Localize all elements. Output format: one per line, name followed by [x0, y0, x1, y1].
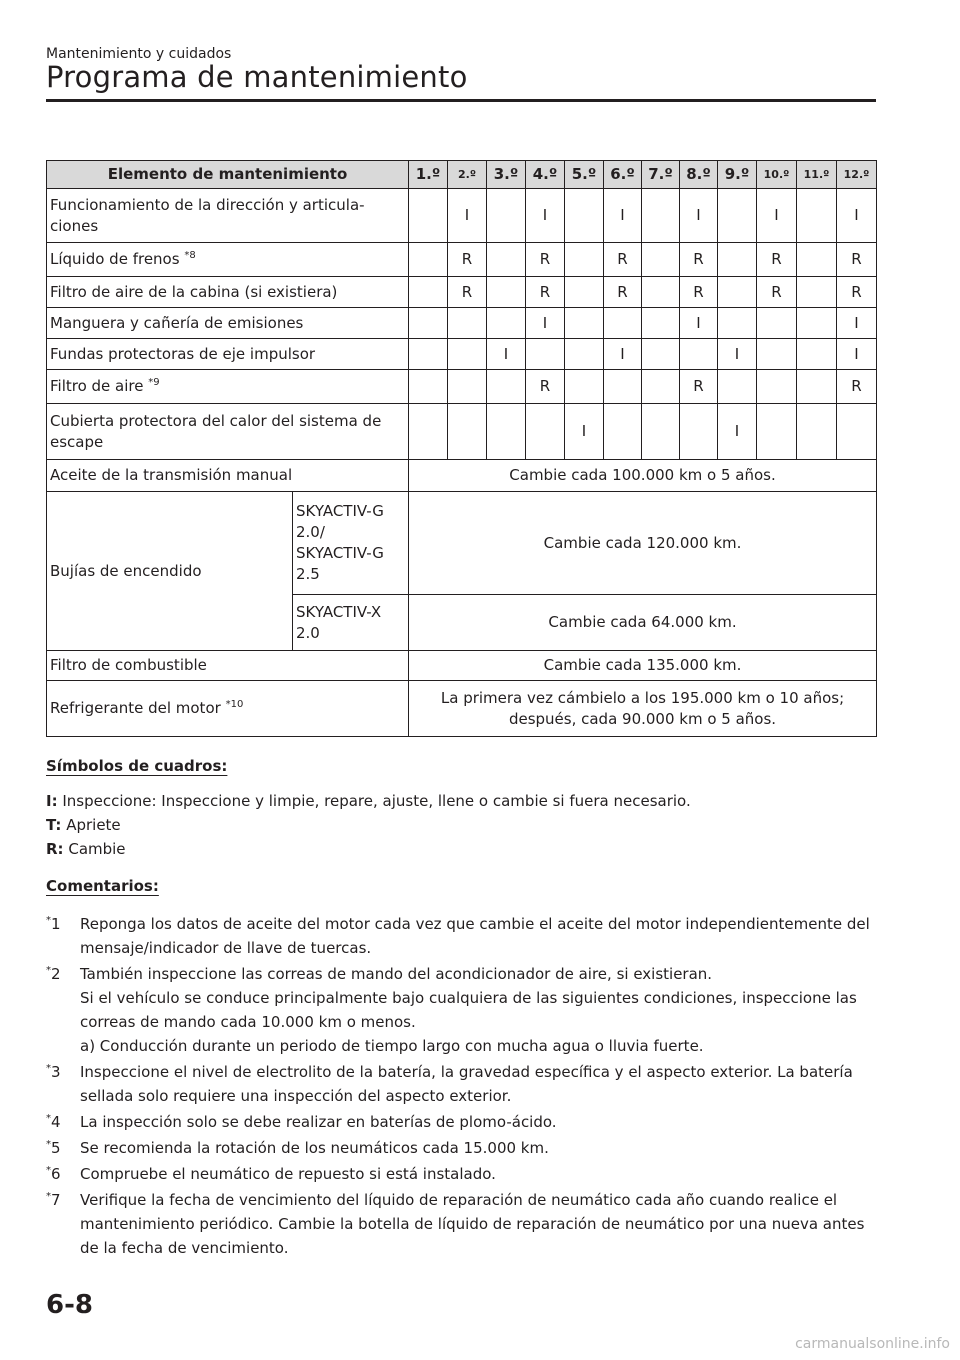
- note-number: [46, 1162, 61, 1186]
- schedule-mark: [797, 339, 837, 370]
- schedule-mark: [718, 370, 757, 404]
- table-row: [47, 277, 877, 308]
- footnote-ref: *8: [184, 250, 196, 261]
- schedule-mark: [757, 308, 797, 339]
- row-item: [47, 681, 409, 737]
- row-interval-text: [409, 681, 877, 737]
- schedule-mark: [718, 189, 757, 243]
- schedule-mark: [448, 339, 487, 370]
- schedule-mark: R: [448, 243, 487, 277]
- row-item-text: Líquido de frenos: [50, 250, 180, 268]
- comments-list: [46, 912, 876, 1262]
- row-item: [47, 243, 409, 277]
- note-number: [46, 962, 61, 986]
- symbols-title: Símbolos de cuadros:: [46, 757, 228, 775]
- note-text: Reponga los datos de aceite del motor cada vez que cambie el aceite del motor independientemente del mensaje/indicador de llave de tuercas.: [80, 915, 870, 957]
- row-item: Filtro de combustible: [47, 651, 409, 681]
- schedule-mark: R: [680, 243, 718, 277]
- page-title: Programa de mantenimiento: [46, 60, 468, 94]
- schedule-mark: R: [680, 370, 718, 404]
- comment-note: [46, 1136, 876, 1160]
- row-item: [47, 404, 409, 460]
- schedule-mark: [797, 189, 837, 243]
- row-item: Aceite de la transmisión manual: [47, 460, 409, 492]
- note-number: [46, 1110, 61, 1134]
- schedule-mark: I: [526, 189, 565, 243]
- note-asterisk: *: [46, 1113, 51, 1124]
- schedule-mark: I: [757, 189, 797, 243]
- schedule-mark: [797, 243, 837, 277]
- schedule-mark: [797, 404, 837, 460]
- schedule-mark: R: [604, 243, 642, 277]
- header-interval: 9.º: [718, 161, 757, 189]
- comment-note: [46, 962, 876, 1058]
- row-item: [47, 189, 409, 243]
- schedule-mark: R: [837, 370, 877, 404]
- schedule-mark: R: [526, 277, 565, 308]
- schedule-mark: R: [757, 243, 797, 277]
- schedule-mark: R: [837, 277, 877, 308]
- note-number-value: 3: [51, 1063, 61, 1081]
- note-text: Verifique la fecha de vencimiento del líquido de reparación de neumático cada año cuando realice el mantenimiento periódico. Cambie la botella de líquido de reparación de neumático por una nueva antes de la fecha de vencimiento.: [80, 1191, 865, 1257]
- legend-key: I:: [46, 792, 58, 810]
- note-number-value: 2: [51, 965, 61, 983]
- note-text: Se recomienda la rotación de los neumáticos cada 15.000 km.: [80, 1139, 549, 1157]
- note-number: [46, 1060, 61, 1084]
- table-row: [47, 243, 877, 277]
- note-number-value: 5: [51, 1139, 61, 1157]
- schedule-mark: [487, 243, 526, 277]
- table-row: [47, 492, 877, 595]
- note-text: La inspección solo se debe realizar en baterías de plomo-ácido.: [80, 1113, 557, 1131]
- schedule-mark: R: [604, 277, 642, 308]
- note-number-value: 1: [51, 915, 61, 933]
- row-item-text: Manguera y cañería de emisiones: [50, 313, 304, 332]
- schedule-mark: [409, 189, 448, 243]
- schedule-mark: [604, 370, 642, 404]
- legend-item: [46, 816, 121, 834]
- schedule-mark: R: [837, 243, 877, 277]
- schedule-mark: R: [757, 277, 797, 308]
- schedule-mark: [487, 189, 526, 243]
- schedule-mark: [565, 277, 604, 308]
- schedule-mark: [718, 308, 757, 339]
- comments-title: Comentarios:: [46, 877, 159, 895]
- schedule-mark: [565, 370, 604, 404]
- schedule-mark: [642, 370, 680, 404]
- note-asterisk: *: [46, 1165, 51, 1176]
- schedule-mark: [526, 339, 565, 370]
- section-label: Mantenimiento y cuidados: [46, 46, 232, 62]
- row-item-text: Filtro de aire: [50, 377, 144, 395]
- row-subitem: SKYACTIV-G 2.0/ SKYACTIV-G 2.5: [293, 492, 409, 595]
- note-text: Compruebe el neumático de repuesto si está instalado.: [80, 1165, 496, 1183]
- schedule-mark: R: [526, 243, 565, 277]
- table-row: [47, 404, 877, 460]
- schedule-mark: [604, 404, 642, 460]
- header-interval: 8.º: [680, 161, 718, 189]
- schedule-mark: [565, 189, 604, 243]
- note-number: [46, 1188, 61, 1212]
- comment-note: [46, 1110, 876, 1134]
- schedule-mark: [718, 243, 757, 277]
- legend-key: R:: [46, 840, 64, 858]
- schedule-mark: [409, 308, 448, 339]
- table-row: [47, 339, 877, 370]
- maintenance-table: [46, 160, 877, 737]
- schedule-mark: [604, 308, 642, 339]
- schedule-mark: [680, 339, 718, 370]
- note-number: [46, 912, 61, 936]
- table-row: [47, 460, 877, 492]
- comment-note: [46, 1060, 876, 1108]
- legend-text: Apriete: [66, 816, 121, 834]
- table-row: [47, 308, 877, 339]
- table-row: [47, 370, 877, 404]
- schedule-mark: R: [448, 277, 487, 308]
- schedule-mark: [565, 308, 604, 339]
- schedule-mark: [565, 243, 604, 277]
- note-asterisk: *: [46, 915, 51, 926]
- schedule-mark: I: [837, 308, 877, 339]
- schedule-mark: [757, 370, 797, 404]
- schedule-mark: [642, 277, 680, 308]
- schedule-mark: [680, 404, 718, 460]
- schedule-mark: I: [487, 339, 526, 370]
- note-text: Inspeccione el nivel de electrolito de la batería, la gravedad específica y el aspecto exterior. La batería sellada solo requiere una inspección del aspecto exterior.: [80, 1063, 853, 1105]
- schedule-mark: I: [837, 339, 877, 370]
- schedule-mark: [642, 189, 680, 243]
- row-item: [47, 339, 409, 370]
- note-text: También inspeccione las correas de mando del acondicionador de aire, si existieran.: [80, 965, 713, 983]
- header-interval: 3.º: [487, 161, 526, 189]
- schedule-mark: [409, 339, 448, 370]
- note-asterisk: *: [46, 1191, 51, 1202]
- schedule-mark: [448, 370, 487, 404]
- row-item: [47, 370, 409, 404]
- row-interval-text: Cambie cada 135.000 km.: [409, 651, 877, 681]
- note-number-value: 6: [51, 1165, 61, 1183]
- coolant-text-2: después, cada 90.000 km o 5 años.: [508, 709, 777, 728]
- footnote-ref: *10: [225, 699, 244, 710]
- page-number: 6-8: [46, 1290, 93, 1320]
- row-item-text: Funcionamiento de la dirección y articula-ciones: [50, 195, 365, 235]
- comment-note: [46, 1162, 876, 1186]
- schedule-mark: I: [604, 189, 642, 243]
- schedule-mark: [642, 339, 680, 370]
- schedule-mark: [797, 277, 837, 308]
- schedule-mark: I: [718, 404, 757, 460]
- coolant-text-1: La primera vez cámbielo a los 195.000 km o 10 años;: [440, 688, 845, 707]
- row-item-text: Refrigerante del motor: [50, 699, 221, 717]
- row-item: [47, 308, 409, 339]
- row-item: [47, 277, 409, 308]
- row-item-text: Filtro de aire de la cabina (si existiera): [50, 282, 338, 301]
- header-interval: 12.º: [837, 161, 877, 189]
- header-interval: 7.º: [642, 161, 680, 189]
- schedule-mark: R: [526, 370, 565, 404]
- row-subitem: SKYACTIV-X 2.0: [293, 595, 409, 651]
- note-asterisk: *: [46, 1063, 51, 1074]
- schedule-mark: I: [604, 339, 642, 370]
- header-interval: 4.º: [526, 161, 565, 189]
- note-number-value: 7: [51, 1191, 61, 1209]
- schedule-mark: I: [680, 189, 718, 243]
- row-item-text: Fundas protectoras de eje impulsor: [50, 344, 316, 363]
- row-interval-text: Cambie cada 64.000 km.: [409, 595, 877, 651]
- table-header-row: [47, 161, 877, 189]
- schedule-mark: [487, 370, 526, 404]
- header-interval: 2.º: [448, 161, 487, 189]
- schedule-mark: [409, 370, 448, 404]
- schedule-mark: [718, 277, 757, 308]
- schedule-mark: [526, 404, 565, 460]
- note-text: a) Conducción durante un periodo de tiempo largo con mucha agua o lluvia fuerte.: [80, 1037, 704, 1055]
- legend-key: T:: [46, 816, 62, 834]
- schedule-mark: [487, 308, 526, 339]
- schedule-mark: [448, 404, 487, 460]
- header-item: Elemento de mantenimiento: [47, 161, 409, 189]
- schedule-mark: I: [837, 189, 877, 243]
- comment-note: [46, 912, 876, 960]
- schedule-mark: [487, 277, 526, 308]
- schedule-mark: [565, 339, 604, 370]
- schedule-mark: [757, 339, 797, 370]
- note-number-value: 4: [51, 1113, 61, 1131]
- note-number: [46, 1136, 61, 1160]
- row-interval-text: Cambie cada 100.000 km o 5 años.: [409, 460, 877, 492]
- schedule-mark: I: [718, 339, 757, 370]
- schedule-mark: I: [526, 308, 565, 339]
- note-asterisk: *: [46, 965, 51, 976]
- header-interval: 6.º: [604, 161, 642, 189]
- schedule-mark: I: [680, 308, 718, 339]
- schedule-mark: [757, 404, 797, 460]
- header-divider: [46, 99, 876, 102]
- header-interval: 1.º: [409, 161, 448, 189]
- schedule-mark: I: [565, 404, 604, 460]
- header-interval: 11.º: [797, 161, 837, 189]
- note-asterisk: *: [46, 1139, 51, 1150]
- legend-text: Inspeccione: Inspeccione y limpie, repare, ajuste, llene o cambie si fuera necesario.: [62, 792, 691, 810]
- schedule-mark: [487, 404, 526, 460]
- schedule-mark: [448, 308, 487, 339]
- schedule-mark: [797, 308, 837, 339]
- row-item-text: Cubierta protectora del calor del sistema de escape: [50, 411, 382, 451]
- table-row: [47, 651, 877, 681]
- legend-item: [46, 840, 126, 858]
- table-row: [47, 681, 877, 737]
- table-row: [47, 189, 877, 243]
- schedule-mark: [642, 308, 680, 339]
- schedule-mark: [409, 404, 448, 460]
- watermark: carmanualsonline.info: [795, 1336, 950, 1352]
- note-text: Si el vehículo se conduce principalmente bajo cualquiera de las siguientes condiciones, inspeccione las correas de mando cada 10.000 km o menos.: [80, 989, 857, 1031]
- comment-note: [46, 1188, 876, 1260]
- row-interval-text: Cambie cada 120.000 km.: [409, 492, 877, 595]
- legend-text: Cambie: [68, 840, 126, 858]
- legend-item: [46, 792, 691, 810]
- schedule-mark: [409, 277, 448, 308]
- row-item: Bujías de encendido: [47, 492, 293, 651]
- schedule-mark: R: [680, 277, 718, 308]
- schedule-mark: [837, 404, 877, 460]
- schedule-mark: [642, 243, 680, 277]
- schedule-mark: I: [448, 189, 487, 243]
- schedule-mark: [409, 243, 448, 277]
- schedule-mark: [642, 404, 680, 460]
- footnote-ref: *9: [148, 377, 160, 388]
- header-interval: 10.º: [757, 161, 797, 189]
- schedule-mark: [797, 370, 837, 404]
- header-interval: 5.º: [565, 161, 604, 189]
